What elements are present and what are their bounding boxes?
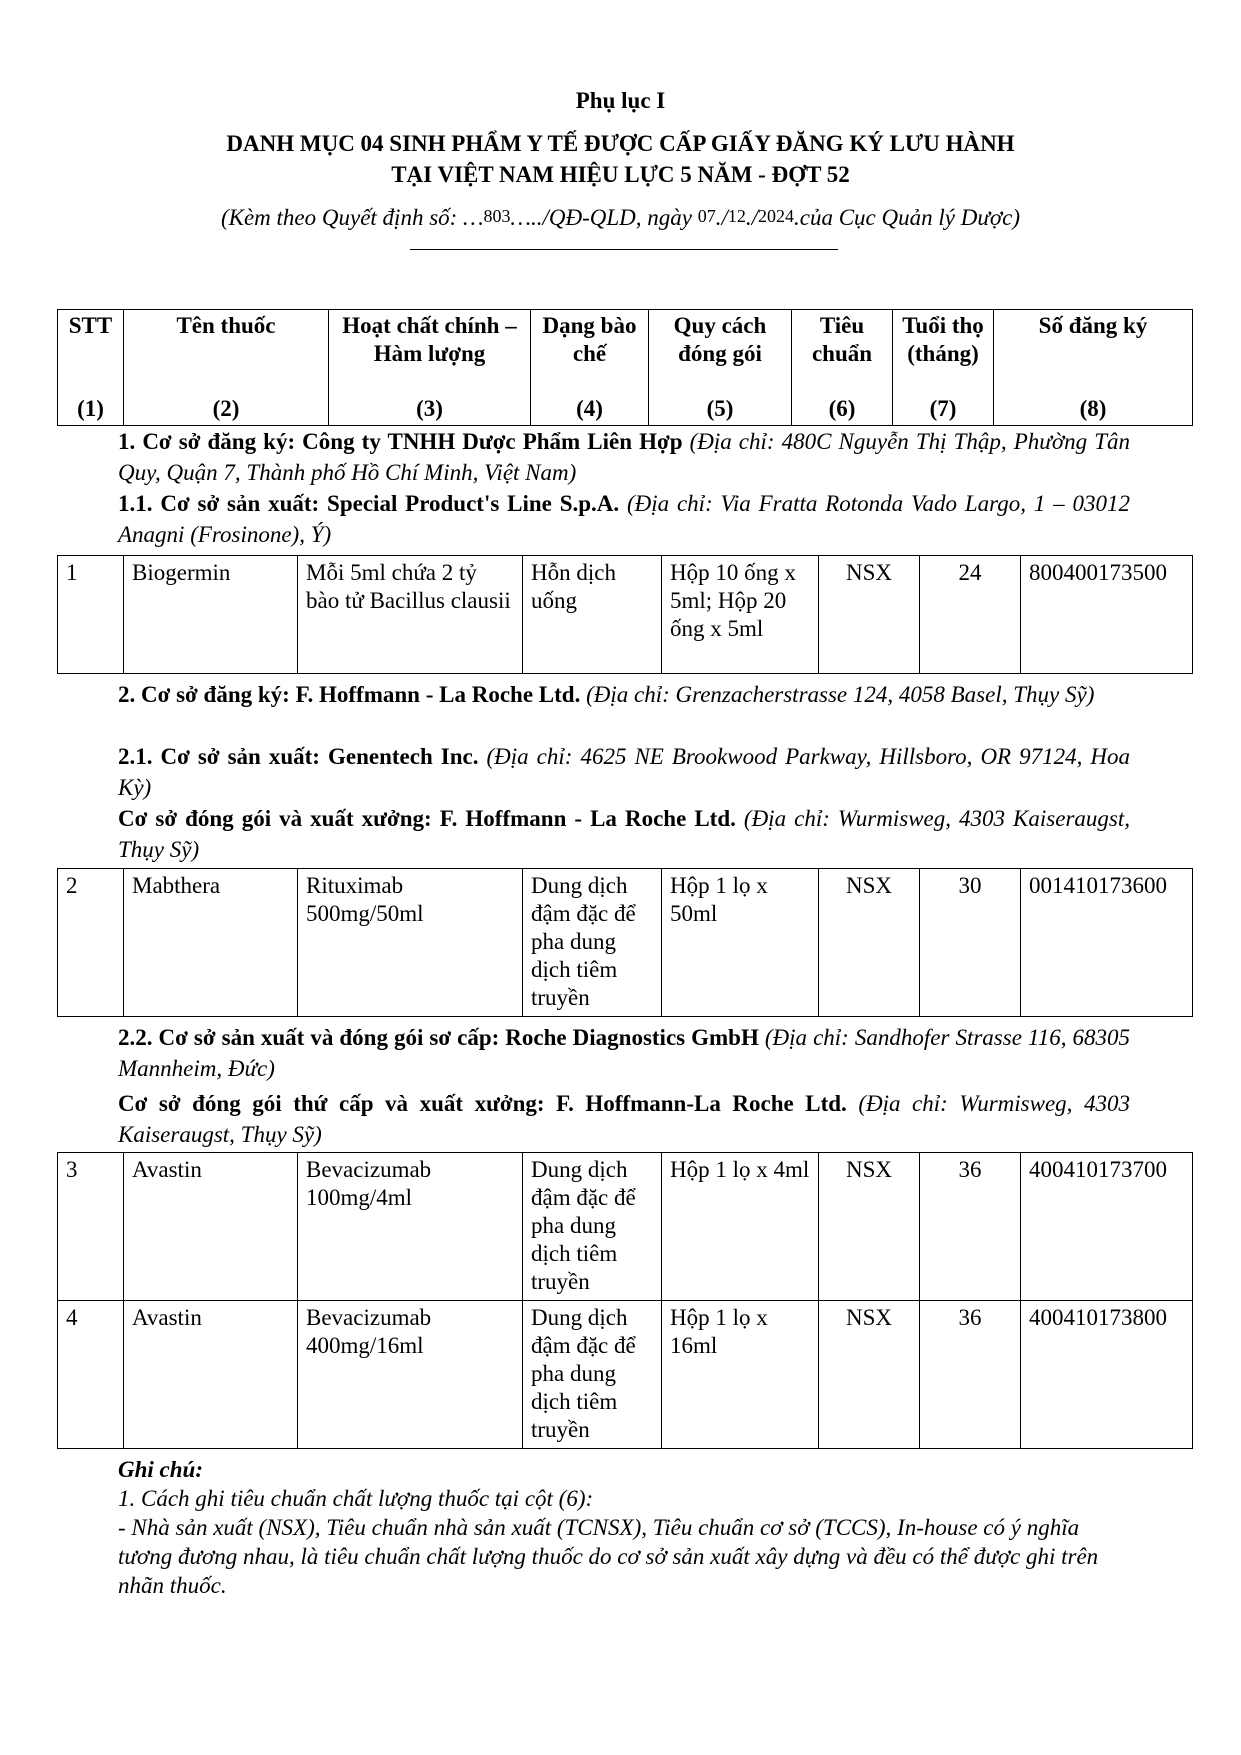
- cell-packaging: Hộp 10 ống x 5ml; Hộp 20 ống x 5ml: [662, 556, 819, 674]
- header-stt: STT (1): [58, 310, 124, 426]
- cell-dosage-form: Dung dịch đậm đặc để pha dung dịch tiêm truyền: [523, 1153, 662, 1301]
- cell-dosage-form: Dung dịch đậm đặc để pha dung dịch tiêm truyền: [523, 1301, 662, 1449]
- cell-packaging: Hộp 1 lọ x 16ml: [662, 1301, 819, 1449]
- decision-number: 803: [483, 206, 511, 226]
- cell-dosage-form: Dung dịch đậm đặc để pha dung dịch tiêm truyền: [523, 869, 662, 1017]
- header-drug-name: Tên thuốc (2): [124, 310, 329, 426]
- cell-drug-name: Biogermin: [124, 556, 298, 674]
- section-2-1-manufacturer: 2.1. Cơ sở sản xuất: Genentech Inc. (Địa chỉ: 4625 NE Brookwood Parkway, Hillsboro, OR 97124, Hoa Kỳ): [118, 744, 1131, 800]
- cell-shelf-life: 24: [920, 556, 1021, 674]
- subtitle-prefix: (Kèm theo Quyết định số: …: [220, 205, 484, 230]
- column-header-table: [57, 309, 1193, 426]
- date-sep2: ./: [745, 205, 758, 230]
- header-dosage-form: Dạng bào chế (4): [531, 310, 649, 426]
- cell-reg-number: 400410173700: [1021, 1153, 1193, 1301]
- cell-drug-name: Mabthera: [124, 869, 298, 1017]
- cell-stt: 3: [58, 1153, 124, 1301]
- table-row: [58, 1301, 1193, 1449]
- drug-table-2: [57, 868, 1193, 1017]
- cell-standard: NSX: [819, 556, 920, 674]
- cell-stt: 2: [58, 869, 124, 1017]
- decision-month: 12: [727, 206, 746, 226]
- table-row: [58, 1153, 1193, 1301]
- cell-drug-name: Avastin: [124, 1301, 298, 1449]
- cell-standard: NSX: [819, 869, 920, 1017]
- section-2-registrant: 2. Cơ sở đăng ký: F. Hoffmann - La Roche Ltd. (Địa chỉ: Grenzacherstrasse 124, 4058 Basel, Thụy Sỹ): [118, 682, 1095, 707]
- decision-year: 2024: [758, 206, 794, 226]
- notes-heading: Ghi chú:: [118, 1457, 203, 1482]
- header-packaging: Quy cách đóng gói (5): [649, 310, 792, 426]
- document-title-line1: DANH MỤC 04 SINH PHẨM Y TẾ ĐƯỢC CẤP GIẤY ĐĂNG KÝ LƯU HÀNH: [226, 131, 1015, 156]
- section-1-registrant: 1. Cơ sở đăng ký: Công ty TNHH Dược Phẩm Liên Hợp (Địa chỉ: 480C Nguyễn Thị Thập, Phường Tân Quy, Quận 7, Thành phố Hồ Chí Minh, Việt Nam): [118, 429, 1130, 485]
- header-standard: Tiêu chuẩn (6): [792, 310, 893, 426]
- cell-stt: 4: [58, 1301, 124, 1449]
- cell-ingredient: Bevacizumab 100mg/4ml: [298, 1153, 523, 1301]
- cell-shelf-life: 36: [920, 1153, 1021, 1301]
- section-2-2-manufacturer: 2.2. Cơ sở sản xuất và đóng gói sơ cấp: Roche Diagnostics GmbH (Địa chỉ: Sandhofer Strasse 116, 68305 Mannheim, Đức): [118, 1025, 1130, 1081]
- date-sep1: ./: [715, 205, 728, 230]
- appendix-title: Phụ lục I: [575, 88, 666, 113]
- cell-standard: NSX: [819, 1301, 920, 1449]
- section-2-2-packager: Cơ sở đóng gói thứ cấp và xuất xưởng: F. Hoffmann-La Roche Ltd. (Địa chỉ: Wurmisweg, 4303 Kaiseraugst, Thụy Sỹ): [118, 1091, 1130, 1147]
- decision-reference: [0, 205, 1241, 231]
- cell-drug-name: Avastin: [124, 1153, 298, 1301]
- notes-section: [118, 1455, 1130, 1600]
- header-reg-number: Số đăng ký (8): [994, 310, 1193, 426]
- header-ingredient: Hoạt chất chính – Hàm lượng (3): [329, 310, 531, 426]
- cell-packaging: Hộp 1 lọ x 4ml: [662, 1153, 819, 1301]
- title-underline: [410, 249, 838, 250]
- cell-ingredient: Bevacizumab 400mg/16ml: [298, 1301, 523, 1449]
- cell-standard: NSX: [819, 1153, 920, 1301]
- cell-ingredient: Mỗi 5ml chứa 2 tỷ bào tử Bacillus clausii: [298, 556, 523, 674]
- document-title-line2: TẠI VIỆT NAM HIỆU LỰC 5 NĂM - ĐỢT 52: [391, 162, 850, 187]
- section-2-1-packager: Cơ sở đóng gói và xuất xưởng: F. Hoffmann - La Roche Ltd. (Địa chỉ: Wurmisweg, 4303 Kaiseraugst, Thụy Sỹ): [118, 806, 1130, 862]
- cell-reg-number: 001410173600: [1021, 869, 1193, 1017]
- table-row: [58, 869, 1193, 1017]
- drug-table-1: [57, 555, 1193, 674]
- cell-shelf-life: 30: [920, 869, 1021, 1017]
- header-shelf-life: Tuổi thọ (tháng) (7): [893, 310, 994, 426]
- cell-reg-number: 400410173800: [1021, 1301, 1193, 1449]
- table-row: [58, 556, 1193, 674]
- subtitle-mid: …../QĐ-QLD, ngày: [510, 205, 698, 230]
- decision-day: 07: [697, 206, 716, 226]
- drug-table-3: [57, 1152, 1193, 1449]
- subtitle-suffix: .của Cục Quản lý Dược): [794, 205, 1021, 230]
- cell-reg-number: 800400173500: [1021, 556, 1193, 674]
- header-row: [58, 310, 1193, 426]
- cell-dosage-form: Hỗn dịch uống: [523, 556, 662, 674]
- cell-shelf-life: 36: [920, 1301, 1021, 1449]
- cell-stt: 1: [58, 556, 124, 674]
- section-1-1-manufacturer: 1.1. Cơ sở sản xuất: Special Product's Line S.p.A. (Địa chỉ: Via Fratta Rotonda Vado Largo, 1 – 03012 Anagni (Frosinone), Ý): [118, 491, 1130, 547]
- notes-line-1: 1. Cách ghi tiêu chuẩn chất lượng thuốc tại cột (6):: [118, 1486, 594, 1511]
- notes-line-2: - Nhà sản xuất (NSX), Tiêu chuẩn nhà sản xuất (TCNSX), Tiêu chuẩn cơ sở (TCCS), In-house có ý nghĩa tương đương nhau, là tiêu chuẩn chất lượng thuốc do cơ sở sản xuất xây dựng và đều có thể được ghi trên nhãn thuốc.: [118, 1515, 1099, 1598]
- cell-ingredient: Rituximab 500mg/50ml: [298, 869, 523, 1017]
- cell-packaging: Hộp 1 lọ x 50ml: [662, 869, 819, 1017]
